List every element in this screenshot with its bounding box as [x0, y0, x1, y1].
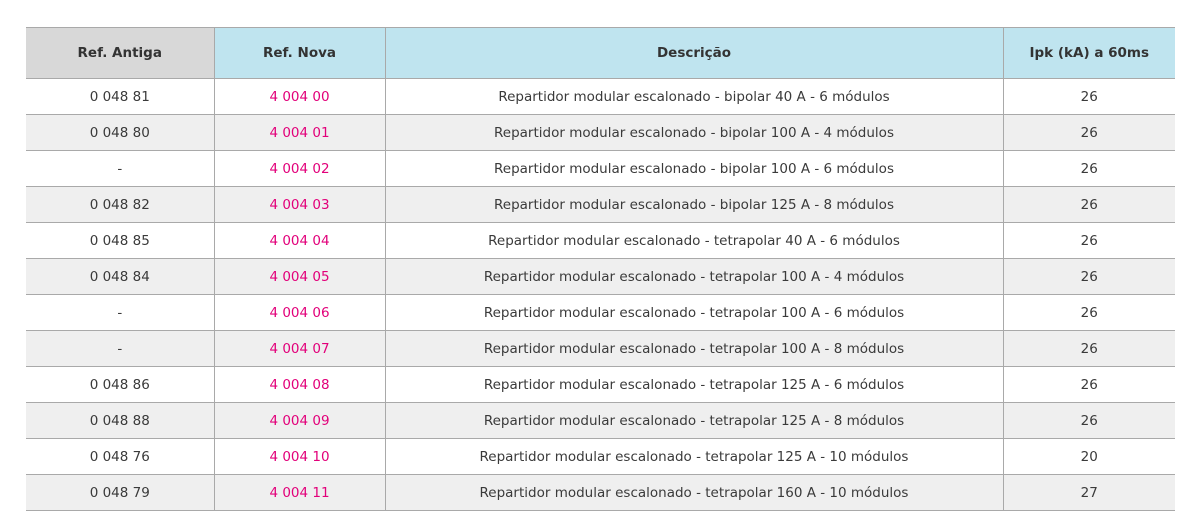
header-ipk: Ipk (kA) a 60ms	[1003, 28, 1175, 79]
cell-description: Repartidor modular escalonado - tetrapolar 125 A - 8 módulos	[385, 403, 1003, 439]
cell-ipk: 26	[1003, 331, 1175, 367]
header-description: Descrição	[385, 28, 1003, 79]
header-old-ref: Ref. Antiga	[26, 28, 214, 79]
table-row	[26, 295, 1175, 331]
cell-old-ref: 0 048 85	[26, 223, 214, 259]
table-header	[26, 28, 1175, 79]
cell-description: Repartidor modular escalonado - tetrapolar 125 A - 6 módulos	[385, 367, 1003, 403]
cell-new-ref: 4 004 01	[214, 115, 385, 151]
cell-ipk: 26	[1003, 187, 1175, 223]
cell-ipk: 26	[1003, 259, 1175, 295]
cell-ipk: 26	[1003, 115, 1175, 151]
cell-old-ref: 0 048 88	[26, 403, 214, 439]
cell-old-ref: -	[26, 295, 214, 331]
table-row	[26, 475, 1175, 511]
cell-description: Repartidor modular escalonado - bipolar 40 A - 6 módulos	[385, 79, 1003, 115]
cell-new-ref: 4 004 08	[214, 367, 385, 403]
cell-new-ref: 4 004 11	[214, 475, 385, 511]
cell-ipk: 26	[1003, 403, 1175, 439]
table-row	[26, 151, 1175, 187]
table-row	[26, 367, 1175, 403]
cell-new-ref: 4 004 02	[214, 151, 385, 187]
header-row	[26, 28, 1175, 79]
cell-new-ref: 4 004 06	[214, 295, 385, 331]
cell-old-ref: 0 048 82	[26, 187, 214, 223]
cell-old-ref: 0 048 76	[26, 439, 214, 475]
table-row	[26, 403, 1175, 439]
cell-new-ref: 4 004 04	[214, 223, 385, 259]
cell-new-ref: 4 004 00	[214, 79, 385, 115]
cell-description: Repartidor modular escalonado - bipolar 125 A - 8 módulos	[385, 187, 1003, 223]
cell-new-ref: 4 004 05	[214, 259, 385, 295]
cell-new-ref: 4 004 10	[214, 439, 385, 475]
cell-ipk: 26	[1003, 79, 1175, 115]
cell-old-ref: 0 048 86	[26, 367, 214, 403]
table-row	[26, 115, 1175, 151]
cell-ipk: 26	[1003, 367, 1175, 403]
cell-description: Repartidor modular escalonado - tetrapolar 100 A - 6 módulos	[385, 295, 1003, 331]
table-body	[26, 79, 1175, 511]
cell-ipk: 20	[1003, 439, 1175, 475]
cell-ipk: 26	[1003, 223, 1175, 259]
cell-description: Repartidor modular escalonado - tetrapolar 160 A - 10 módulos	[385, 475, 1003, 511]
reference-table	[26, 27, 1175, 511]
cell-old-ref: 0 048 79	[26, 475, 214, 511]
cell-description: Repartidor modular escalonado - tetrapolar 100 A - 8 módulos	[385, 331, 1003, 367]
cell-ipk: 26	[1003, 151, 1175, 187]
cell-description: Repartidor modular escalonado - tetrapolar 100 A - 4 módulos	[385, 259, 1003, 295]
table-row	[26, 331, 1175, 367]
cell-old-ref: 0 048 81	[26, 79, 214, 115]
cell-description: Repartidor modular escalonado - tetrapolar 125 A - 10 módulos	[385, 439, 1003, 475]
cell-description: Repartidor modular escalonado - bipolar 100 A - 4 módulos	[385, 115, 1003, 151]
cell-description: Repartidor modular escalonado - bipolar 100 A - 6 módulos	[385, 151, 1003, 187]
table-row	[26, 259, 1175, 295]
cell-old-ref: -	[26, 151, 214, 187]
cell-new-ref: 4 004 09	[214, 403, 385, 439]
table-row	[26, 187, 1175, 223]
cell-ipk: 26	[1003, 295, 1175, 331]
cell-new-ref: 4 004 03	[214, 187, 385, 223]
cell-ipk: 27	[1003, 475, 1175, 511]
table-row	[26, 223, 1175, 259]
cell-old-ref: -	[26, 331, 214, 367]
cell-description: Repartidor modular escalonado - tetrapolar 40 A - 6 módulos	[385, 223, 1003, 259]
header-new-ref: Ref. Nova	[214, 28, 385, 79]
cell-old-ref: 0 048 80	[26, 115, 214, 151]
table-row	[26, 79, 1175, 115]
cell-new-ref: 4 004 07	[214, 331, 385, 367]
reference-table-container	[26, 27, 1175, 511]
cell-old-ref: 0 048 84	[26, 259, 214, 295]
table-row	[26, 439, 1175, 475]
